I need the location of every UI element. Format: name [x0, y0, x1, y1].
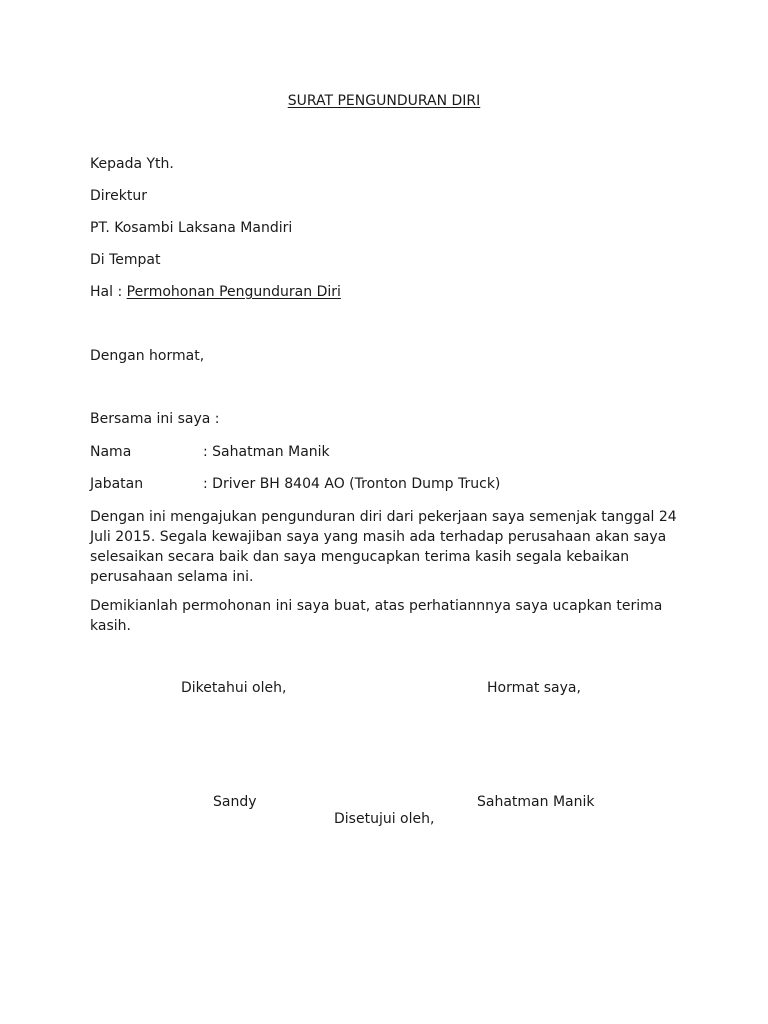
- body-paragraph-closing: Demikianlah permohonan ini saya buat, atas perhatiannnya saya ucapkan terima kasih.: [90, 598, 663, 634]
- subject-value: Permohonan Pengunduran Diri: [126, 284, 341, 300]
- body-paragraph-resignation: Dengan ini mengajukan pengunduran diri dari pekerjaan saya semenjak tanggal 24 Juli 2015. Segala kewajiban saya yang masih ada terhadap perusahaan akan saya selesaikan secara baik dan saya mengucapkan terima kasih segala kebaikan perusahaan selama ini.: [90, 509, 677, 585]
- intro-line: Bersama ini saya :: [90, 411, 220, 427]
- signature-right-heading: Hormat saya,: [487, 680, 581, 696]
- greeting: Dengan hormat,: [90, 348, 205, 364]
- recipient-company: PT. Kosambi Laksana Mandiri: [90, 220, 293, 236]
- field-row-position: [90, 474, 500, 494]
- subject-line: [90, 282, 341, 302]
- approval-heading: Disetujui oleh,: [334, 811, 435, 827]
- field-label-position: Jabatan: [90, 476, 144, 492]
- signature-left-name: Sandy: [213, 794, 257, 810]
- letter-title: SURAT PENGUNDURAN DIRI: [287, 93, 481, 109]
- recipient-salutation: Kepada Yth.: [90, 156, 174, 172]
- field-label-name: Nama: [90, 444, 132, 460]
- signature-right-name: Sahatman Manik: [477, 794, 595, 810]
- recipient-place: Di Tempat: [90, 252, 161, 268]
- recipient-position: Direktur: [90, 188, 147, 204]
- signature-left-heading: Diketahui oleh,: [181, 680, 287, 696]
- field-value-position: : Driver BH 8404 AO (Tronton Dump Truck): [203, 476, 501, 492]
- subject-label: Hal :: [90, 284, 127, 300]
- field-value-name: : Sahatman Manik: [203, 444, 330, 460]
- field-row-name: [90, 442, 330, 462]
